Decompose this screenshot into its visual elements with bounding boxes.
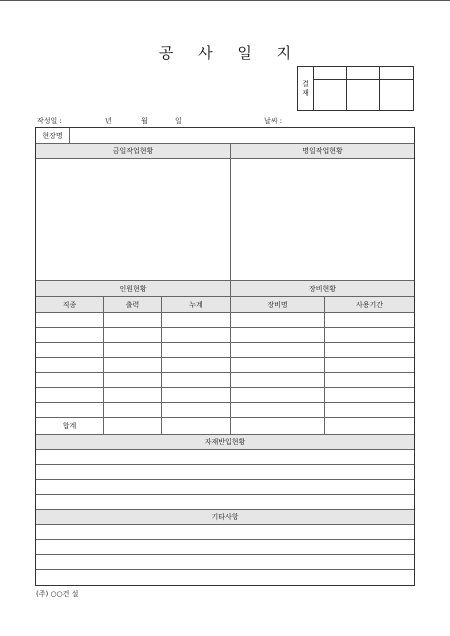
today-work-header: 금일작업현황	[36, 144, 230, 158]
rule	[36, 372, 414, 373]
rule	[36, 387, 414, 388]
col-cumulative: 누계	[162, 297, 230, 312]
materials-header: 자재반입현황	[36, 435, 414, 449]
rule	[36, 554, 414, 555]
tomorrow-work-header: 명일작업현황	[231, 144, 414, 158]
col-usage-period: 사용기간	[325, 297, 414, 312]
rule	[161, 296, 162, 434]
rule	[36, 158, 414, 159]
manpower-header: 인원현황	[36, 281, 230, 296]
col-trade: 직종	[36, 297, 103, 312]
rule	[36, 539, 414, 540]
col-equipment-name: 장비명	[231, 297, 324, 312]
author-date-label: 작성일 :	[37, 117, 62, 125]
company-footer: (주) ○○건 설	[36, 590, 79, 598]
misc-header: 기타사항	[36, 510, 414, 524]
approval-divider	[379, 67, 380, 110]
rule	[36, 479, 414, 480]
rule	[36, 449, 414, 450]
total-label: 합계	[62, 422, 77, 430]
rule	[36, 524, 414, 525]
rule	[36, 327, 414, 328]
rule	[36, 312, 414, 313]
day-label: 일	[175, 117, 182, 125]
approval-row-divider	[313, 79, 413, 80]
document-title: 공 사 일 지	[158, 44, 302, 62]
rule	[103, 296, 104, 434]
rule	[36, 494, 414, 495]
rule	[36, 402, 414, 403]
approval-divider	[346, 67, 347, 110]
rule	[36, 357, 414, 358]
equipment-header: 장비현황	[231, 281, 414, 296]
approval-box	[297, 66, 414, 111]
rule	[36, 569, 414, 570]
rule	[36, 464, 414, 465]
month-label: 월	[141, 117, 148, 125]
rule	[36, 342, 414, 343]
year-label: 년	[105, 117, 112, 125]
rule	[324, 296, 325, 434]
log-form	[35, 127, 415, 586]
approval-label: 결재	[298, 67, 314, 110]
top-rule	[0, 0, 450, 1]
site-name-label: 현장명	[36, 128, 70, 143]
weather-label: 날씨 :	[264, 117, 283, 125]
col-attendance: 출력	[104, 297, 161, 312]
